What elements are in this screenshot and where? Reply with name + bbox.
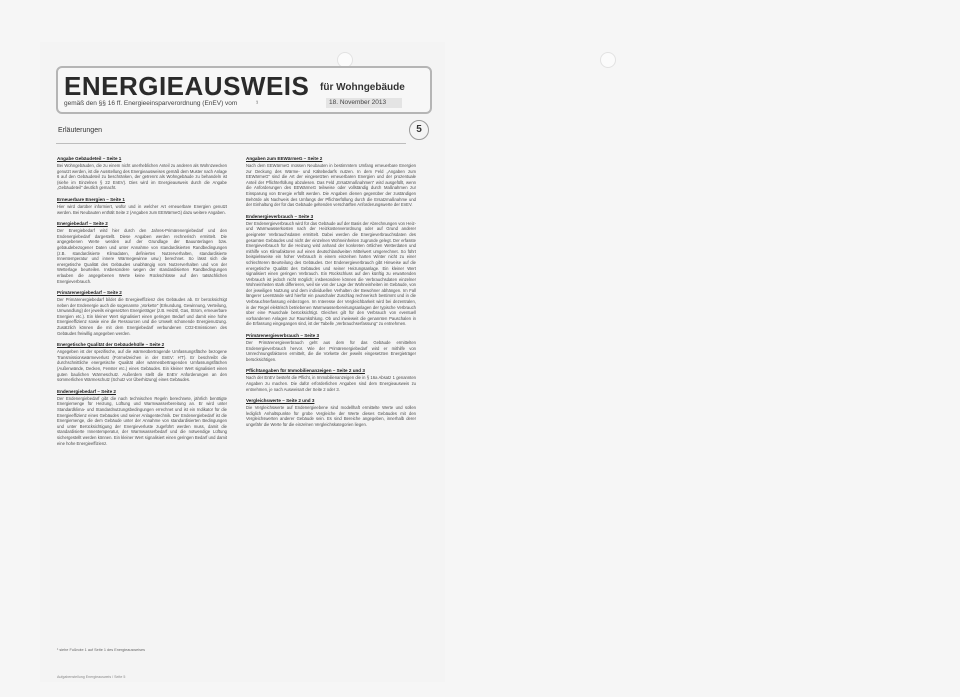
section-heading: Energetische Qualität der Gebäudehülle – Seite 2 [57,342,165,348]
footnote-marker: ¹ [256,100,259,107]
explanation-section [246,214,416,327]
divider [56,143,406,144]
document-subtitle: für Wohngebäude [320,82,405,93]
section-text: Angegeben ist der spezifische, auf die wärmeübertragende Umfassungsfläche bezogene Transmissionswärmeverlust (Formelzeichen in der EnEV: H'T). Er beschreibt die durchschnittliche energetische Qualität aller wärmeübertragenden Umfassungsflächen (Außenwände, Decken, Fenster etc.) eines Gebäudes. Ein kleiner Wert signalisiert einen guten baulichen Wärmeschutz. Außerdem stellt die EnEV Anforderungen an den sommerlichen Wärmeschutz (Schutz vor Überhitzung) eines Gebäudes. [57,349,227,383]
section-text: Nach der EnEV besteht die Pflicht, in Immobilienanzeigen die in § 16a Absatz 1 genannten Angaben zu machen. Die dafür erforderlichen Angaben sind dem Energieausweis zu entnehmen, je nach Ausweisart der Seite 2 oder 3. [246,375,416,392]
section-text: Bei Wohngebäuden, die zu einem nicht unerheblichen Anteil zu anderen als Wohnzwecken genutzt werden, ist die Ausstellung des Energieausweises gemäß dem Muster nach Anlage 6 auf den Gebäudeteil zu beschränken, der getrennt als Wohngebäude zu behandeln ist (siehe im Einzelnen § 22 EnEV). Dies wird im Energieausweis durch die Angabe „Gebäudeteil" deutlich gemacht. [57,163,227,191]
section-heading: Energiebedarf – Seite 2 [57,221,108,227]
section-heading: Erneuerbare Energien – Seite 1 [57,196,125,202]
explanation-section [57,342,227,383]
section-heading: Pflichtangaben für Immobilienanzeigen – Seite 2 und 3 [246,368,365,374]
explanation-section [246,156,416,208]
section-heading: Primärenergieverbrauch – Seite 3 [246,333,320,339]
document-title: ENERGIEAUSWEIS [64,71,310,101]
right-column [246,156,416,434]
explanation-section [246,368,416,392]
explanation-section [57,221,227,284]
explanation-section [57,290,227,336]
regulation-date: 18. November 2013 [326,98,402,108]
footnote: ¹ siehe Fußnote 1 auf Seite 1 des Energieausweises [57,648,146,652]
punch-hole-right [600,52,616,68]
section-heading: Endenergieverbrauch – Seite 3 [246,213,314,219]
section-heading: Vergleichswerte – Seite 2 und 3 [246,398,315,404]
section-heading: Angabe Gebäudeteil – Seite 1 [57,156,122,161]
section-text: Hier wird darüber informiert, wofür und in welcher Art erneuerbare Energien genutzt werden. Bei Neubauten enthält Seite 2 (Angaben zum EEWärmeG) dazu weitere Angaben. [57,203,227,215]
header-box [56,66,432,114]
legal-basis: gemäß den §§ 16 ff. Energieeinsparverordnung (EnEV) vom [64,100,238,107]
section-text: Der Primärenergieverbrauch geht aus dem für das Gebäude ermittelten Endenergieverbrauch hervor. Wie der Primärenergiebedarf wird er mithilfe von Umrechnungsfaktoren ermittelt, die die Vorkette der jeweils eingesetzten Energieträger berücksichtigen. [246,340,416,362]
page-number-badge: 5 [409,120,429,140]
section-text: Der Energiebedarf wird hier durch den Jahres-Primärenergiebedarf und den Endenergiebedarf dargestellt. Diese Angaben werden rechnerisch ermittelt. Die angegebenen Werte werden auf der Grundlage der Bauunterlagen bzw. gebäudebezogener Daten und unter Annahme von standardisierten Randbedingungen (z.B. standardisierte Klimadaten, definiertes Nutzerverhalten, standardisierte Innentemperatur und innere Wärmegewinne usw.) berechnet. So lässt sich die energetische Qualität des Gebäudes unabhängig vom Nutzerverhalten und von der Wetterlage beurteilen. Insbesondere wegen der standardisierten Randbedingungen erlauben die angegebenen Werte keine Rückschlüsse auf den tatsächlichen Energieverbrauch. [57,228,227,284]
footer-line: Aufgabenstellung Energieausweis / Seite 5 [57,675,126,679]
section-heading: Primärenergiebedarf – Seite 2 [57,290,122,296]
section-text: Der Endenergieverbrauch wird für das Gebäude auf der Basis der Abrechnungen von Heiz- und Warmwasserkosten nach der Heizkostenverordnung oder auf Grund anderer geeigneter Verbrauchsdaten ermittelt. Dabei werden die Energieverbrauchsdaten des gesamten Gebäudes und nicht der einzelnen Wohneinheiten zugrunde gelegt. Der erfasste Energieverbrauch für die Heizung wird anhand der konkreten örtlichen Wetterdaten und mithilfe von Klimafaktoren auf einen deutschlandweiten Mittelwert umgerechnet. So führt beispielsweise ein hoher Verbrauch in einem einzelnen harten Winter nicht zu einer schlechteren Beurteilung des Gebäudes. Der Endenergieverbrauch gibt Hinweise auf die energetische Qualität des Gebäudes und seiner Heizungsanlage. Ein kleiner Wert signalisiert einen geringen Verbrauch. Ein Rückschluss auf den künftig zu erwartenden Verbrauch ist jedoch nicht möglich; insbesondere können die Verbrauchsdaten einzelner Wohneinheiten stark differieren, weil sie von der Lage der Wohneinheiten im Gebäude, von der jeweiligen Nutzung und dem individuellen Verhalten der Bewohner abhängen. Im Fall längerer Leerstände wird hierfür ein pauschaler Zuschlag rechnerisch bestimmt und in die Verbrauchserfassung einbezogen. Im Interesse der Vergleichbarkeit wird bei dezentralen, in der Regel elektrisch betriebenen Warmwasserbereitungsanlagen der typische Verbrauch über eine Pauschale berücksichtigt. Gleiches gilt für den Verbrauch von eventuell vorhandenen Anlagen zur Raumkühlung. Ob und inwieweit die genannten Pauschalen in die Erfassung eingegangen sind, ist der Tabelle „Verbrauchserfassung" zu entnehmen. [246,220,416,327]
section-text: Der Endenergiebedarf gibt die nach technischen Regeln berechnete, jährlich benötigte Energiemenge für Heizung, Lüftung und Warmwasserbereitung an. Er wird unter Standardklima- und Standardnutzungsbedingungen errechnet und ist ein Indikator für die Energieeffizienz eines Gebäudes und seiner Anlagentechnik. Der Endenergiebedarf ist die Energiemenge, die dem Gebäude unter der Annahme von standardisierten Bedingungen und unter Berücksichtigung der Energieverluste zugeführt werden muss, damit die standardisierte Innentemperatur, der Warmwasserbedarf und die notwendige Lüftung sichergestellt werden können. Ein kleiner Wert signalisiert einen geringen Bedarf und damit eine hohe Energieeffizienz. [57,395,227,446]
explanation-section [57,197,227,215]
section-heading: Endenergiebedarf – Seite 2 [57,388,116,394]
left-column [57,156,227,452]
explanation-section [246,333,416,362]
section-heading: Angaben zum EEWärmeG – Seite 2 [246,156,323,161]
section-text: Nach dem EEWärmeG müssen Neubauten in bestimmtem Umfang erneuerbare Energien zur Deckung des Wärme- und Kältebedarfs nutzen. In dem Feld „Angaben zum EEWärmeG" sind die Art der eingesetzten erneuerbaren Energien und der prozentuale Anteil der Pflichterfüllung abzulesen. Das Feld „Ersatzmaßnahmen" wird ausgefüllt, wenn die Anforderungen des EEWärmeG teilweise oder vollständig durch Maßnahmen zur Einsparung von Energie erfüllt werden. Die Angaben dienen gegenüber der zuständigen Behörde als Nachweis des Umfangs der Pflichterfüllung durch die Ersatzmaßnahme und der Einhaltung der für das Gebäude geltenden verschärften Anforderungswerte der EnEV. [246,163,416,208]
explanation-section [57,389,227,446]
section-text: Die Vergleichswerte auf Endenergieebene sind modellhaft ermittelte Werte und sollen lediglich Anhaltspunkte für grobe Vergleiche der Werte dieses Gebäudes mit den Vergleichswerten anderer Gebäude sein. Es sind Bereiche angegeben, innerhalb derer ungefähr die Werte für die einzelnen Vergleichskategorien liegen. [246,405,416,427]
explanation-section [246,398,416,427]
section-title: Erläuterungen [58,127,102,134]
explanation-section [57,156,227,191]
section-text: Der Primärenergiebedarf bildet die Energieeffizienz des Gebäudes ab. Er berücksichtigt neben der Endenergie auch die sogenannte „Vorkette" (Erkundung, Gewinnung, Verteilung, Umwandlung) der jeweils eingesetzten Energieträger (z.B. Heizöl, Gas, Strom, erneuerbare Energien etc.). Ein kleiner Wert signalisiert einen geringen Bedarf und damit eine hohe Energieeffizienz sowie eine die Ressourcen und die Umwelt schonende Energienutzung. Zusätzlich können die mit dem Energiebedarf verbundenen CO2-Emissionen des Gebäudes freiwillig angegeben werden. [57,297,227,336]
